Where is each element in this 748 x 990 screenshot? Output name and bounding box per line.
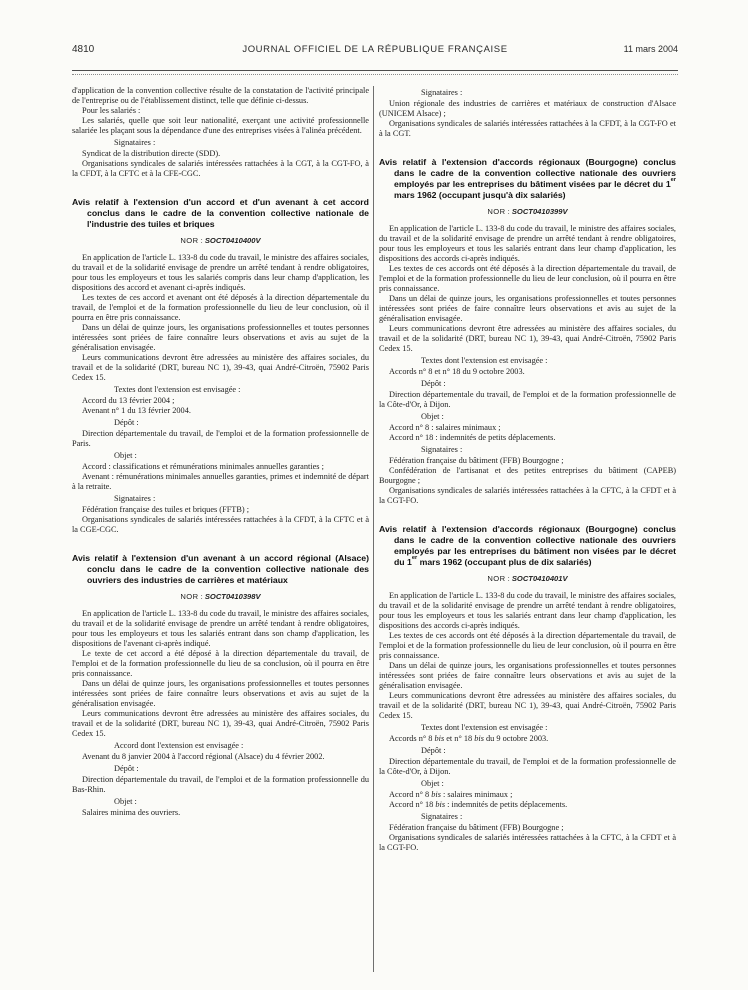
header-rule — [72, 70, 678, 75]
nor-label: NOR — [487, 574, 506, 583]
body-paragraph: Dans un délai de quinze jours, les organisations professionnelles et toutes personnes intéressées sont priées de faire connaître leurs observations et avis au sujet de la généralisation envisagée. — [72, 679, 369, 708]
journal-title: JOURNAL OFFICIEL DE LA RÉPUBLIQUE FRANÇAISE — [242, 44, 508, 55]
body-paragraph: Organisations syndicales de salariés intéressées rattachées à la CFTC, à la CFDT et à la CGT-FO. — [379, 486, 676, 505]
section-heading: Avis relatif à l'extension d'accords régionaux (Bourgogne) conclus dans le cadre de la convention collective nationale des ouvriers employés par les entreprises du bâtiment visées par le décret du 1er mars 1962 (occupant jusqu'à dix salariés) — [379, 157, 676, 200]
body-paragraph: Dans un délai de quinze jours, les organisations professionnelles et toutes personnes intéressées sont priées de faire connaître leurs observations et avis au sujet de la généralisation envisagée. — [72, 323, 369, 352]
section-heading: Avis relatif à l'extension d'un avenant à un accord régional (Alsace) conclu dans le cadre de la convention collective nationale des ouvriers des industries de carrières et matériaux — [72, 553, 369, 585]
run-in-subhead: Signataires : — [421, 88, 463, 97]
run-in-subhead: Accord dont l'extension est envisagée : — [114, 741, 244, 750]
run-in-subhead: Signataires : — [421, 445, 463, 454]
run-in-subhead: Objet : — [114, 451, 137, 460]
body-paragraph: Les textes de ces accords ont été déposés à la direction départementale du travail, de l'emploi et de la formation professionnelle du lieu de leur conclusion, où il pourra en être pris connaissance. — [379, 264, 676, 293]
body-paragraph: Leurs communications devront être adressées au ministère des affaires sociales, du travail et de la solidarité (DRT, bureau NC 1), 39-43, quai André-Citroën, 75902 Paris Cedex 15. — [72, 353, 369, 382]
body-paragraph: Les textes de ces accord et avenant ont été déposés à la direction départementale du travail, de l'emploi et de la formation professionnelle du lieu de leur conclusion, où il pourra en être pris connaissance. — [72, 293, 369, 322]
run-in-subhead: Objet : — [114, 797, 137, 806]
nor-line: NOR : SOCT0410401V — [487, 574, 568, 583]
body-paragraph: Fédération française du bâtiment (FFB) Bourgogne ; — [389, 823, 564, 832]
body-paragraph: d'application de la convention collective résulte de la constatation de l'activité principale de l'entreprise ou de l'établissement distinct, telle que définie ci-dessus. — [72, 86, 369, 105]
right-column — [379, 86, 676, 972]
body-paragraph: Accords n° 8 et n° 18 du 9 octobre 2003. — [389, 367, 525, 376]
nor-label: NOR — [180, 592, 199, 601]
body-paragraph: Organisations syndicales de salariés intéressées rattachées à la CGT, à la CGT-FO, à la CFDT, à la CFTC et à la CFE-CGC. — [72, 159, 369, 178]
body-paragraph: Accord n° 8 : salaires minimaux ; — [389, 423, 501, 432]
body-paragraph: Direction départementale du travail, de l'emploi et de la formation professionnelle de la Côte-d'Or, à Dijon. — [379, 390, 676, 409]
body-paragraph: Accord : classifications et rémunérations minimales annuelles garanties ; — [82, 462, 324, 471]
body-paragraph: Leurs communications devront être adressées au ministère des affaires sociales, du travail et de la solidarité (DRT, bureau NC 1), 39-43, quai André-Citroën, 75902 Paris Cedex 15. — [379, 691, 676, 720]
run-in-subhead: Dépôt : — [114, 418, 139, 427]
issue-date: 11 mars 2004 — [623, 44, 678, 54]
body-paragraph: Fédération française du bâtiment (FFB) Bourgogne ; — [389, 456, 564, 465]
nor-line: NOR : SOCT0410399V — [487, 207, 568, 216]
run-in-subhead: Objet : — [421, 412, 444, 421]
nor-code: SOCT0410401V — [511, 574, 568, 583]
body-paragraph: En application de l'article L. 133-8 du code du travail, le ministre des affaires sociales, du travail et de la solidarité envisage de prendre un arrêté tendant à rendre obligatoires, pour tous les employeurs et tous les salariés entrant dans leur champ d'application, les dispositions des accords ci-après indiqués. — [379, 224, 676, 263]
body-paragraph: Accord du 13 février 2004 ; — [82, 396, 175, 405]
body-paragraph: Salaires minima des ouvriers. — [82, 808, 181, 817]
body-paragraph: Syndicat de la distribution directe (SDD). — [82, 149, 221, 158]
nor-code: SOCT0410399V — [511, 207, 568, 216]
body-paragraph: En application de l'article L. 133-8 du code du travail, le ministre des affaires sociales, du travail et de la solidarité envisage de prendre un arrêté tendant à rendre obligatoires, pour tous les employeurs et tous les salariés entrant dans leur champ d'application, les dispositions des accords ci-après indiqués. — [379, 591, 676, 630]
column-divider — [373, 86, 374, 972]
body-paragraph: Leurs communications devront être adressées au ministère des affaires sociales, du travail et de la solidarité (DRT, bureau NC 1), 39-43, quai André-Citroën, 75902 Paris Cedex 15. — [379, 324, 676, 353]
run-in-subhead: Textes dont l'extension est envisagée : — [114, 385, 241, 394]
body-paragraph: Dans un délai de quinze jours, les organisations professionnelles et toutes personnes intéressées sont priées de faire connaître leurs observations et avis au sujet de la généralisation envisagée. — [379, 661, 676, 690]
body-paragraph: Confédération de l'artisanat et des petites entreprises du bâtiment (CAPEB) Bourgogne ; — [379, 466, 676, 485]
body-paragraph: Pour les salariés : — [82, 106, 141, 115]
body-paragraph: Avenant : rémunérations minimales annuelles garanties, primes et indemnité de départ à la retraite. — [72, 472, 369, 491]
section-heading: Avis relatif à l'extension d'un accord et d'un avenant à cet accord conclus dans le cadre de la convention collective nationale de l'industrie des tuiles et briques — [72, 197, 369, 229]
body-paragraph: Avenant n° 1 du 13 février 2004. — [82, 406, 191, 415]
body-paragraph: Accord n° 18 : indemnités de petits déplacements. — [389, 433, 556, 442]
body-paragraph: Direction départementale du travail, de l'emploi et de la formation professionnelle du Bas-Rhin. — [72, 775, 369, 794]
run-in-subhead: Textes dont l'extension est envisagée : — [421, 356, 548, 365]
run-in-subhead: Signataires : — [114, 138, 156, 147]
section-heading: Avis relatif à l'extension d'accords régionaux (Bourgogne) conclus dans le cadre de la convention collective nationale des ouvriers employés par les entreprises du bâtiment non visées par le décret du 1er mars 1962 (occupant plus de dix salariés) — [379, 524, 676, 567]
body-paragraph: Organisations syndicales de salariés intéressées rattachées à la CFDT, à la CGT-FO et à la CGT. — [379, 119, 676, 138]
body-paragraph: Union régionale des industries de carrières et matériaux de construction d'Alsace (UNICEM Alsace) ; — [379, 99, 676, 118]
body-paragraph: Accord n° 18 bis : indemnités de petits déplacements. — [389, 800, 568, 809]
run-in-subhead: Dépôt : — [421, 746, 446, 755]
body-paragraph: Le texte de cet accord a été déposé à la direction départementale du travail, de l'emploi et de la formation professionnelle du lieu de sa conclusion, où il pourra en être pris connaissance. — [72, 649, 369, 678]
run-in-subhead: Dépôt : — [421, 379, 446, 388]
body-paragraph: Fédération française des tuiles et briques (FFTB) ; — [82, 505, 250, 514]
nor-code: SOCT0410400V — [204, 236, 261, 245]
body-paragraph: Avenant du 8 janvier 2004 à l'accord régional (Alsace) du 4 février 2002. — [82, 752, 325, 761]
nor-line: NOR : SOCT0410398V — [180, 592, 261, 601]
nor-code: SOCT0410398V — [204, 592, 261, 601]
run-in-subhead: Dépôt : — [114, 764, 139, 773]
body-paragraph: Dans un délai de quinze jours, les organisations professionnelles et toutes personnes intéressées sont priées de faire connaître leurs observations et avis au sujet de la généralisation envisagée. — [379, 294, 676, 323]
body-paragraph: Les salariés, quelle que soit leur nationalité, exerçant une activité professionnelle salariée les plaçant sous la dépendance d'une des entreprises visées à l'alinéa précédent. — [72, 116, 369, 135]
body-paragraph: Direction départementale du travail, de l'emploi et de la formation professionnelle de Paris. — [72, 429, 369, 448]
body-paragraph: Accords n° 8 bis et n° 18 bis du 9 octobre 2003. — [389, 734, 549, 743]
body-paragraph: Accord n° 8 bis : salaires minimaux ; — [389, 790, 513, 799]
page-header — [72, 44, 678, 55]
run-in-subhead: Signataires : — [421, 812, 463, 821]
nor-line: NOR : SOCT0410400V — [180, 236, 261, 245]
body-paragraph: Direction départementale du travail, de l'emploi et de la formation professionnelle de la Côte-d'Or, à Dijon. — [379, 757, 676, 776]
body-paragraph: En application de l'article L. 133-8 du code du travail, le ministre des affaires sociales, du travail et de la solidarité envisage de prendre un arrêté tendant à rendre obligatoires, pour tous les employeurs et tous les salariés entrant dans son champ d'application, les dispositions de l'avenant ci-après indiqué. — [72, 609, 369, 648]
run-in-subhead: Signataires : — [114, 494, 156, 503]
nor-label: NOR — [487, 207, 506, 216]
nor-label: NOR — [180, 236, 199, 245]
run-in-subhead: Objet : — [421, 779, 444, 788]
body-paragraph: En application de l'article L. 133-8 du code du travail, le ministre des affaires sociales, du travail et de la solidarité envisage de prendre un arrêté tendant à rendre obligatoires, pour tous les employeurs et tous les salariés compris dans leur champ d'application, les dispositions des accord et avenant ci-après indiqués. — [72, 253, 369, 292]
page-number: 4810 — [72, 44, 95, 55]
body-paragraph: Les textes de ces accords ont été déposés à la direction départementale du travail, de l'emploi et de la formation professionnelle du lieu de leur conclusion, où il pourra en être pris connaissance. — [379, 631, 676, 660]
body-paragraph: Organisations syndicales de salariés intéressées rattachées à la CFDT, à la CFTC et à la CGE-CGC. — [72, 515, 369, 534]
body-paragraph: Organisations syndicales de salariés intéressées rattachées à la CFTC, à la CFDT et à la CGT-FO. — [379, 833, 676, 852]
left-column — [72, 86, 369, 972]
run-in-subhead: Textes dont l'extension est envisagée : — [421, 723, 548, 732]
two-column-layout — [72, 86, 678, 972]
body-paragraph: Leurs communications devront être adressées au ministère des affaires sociales, du travail et de la solidarité (DRT, bureau NC 1), 39-43, quai André-Citroën, 75902 Paris Cedex 15. — [72, 709, 369, 738]
